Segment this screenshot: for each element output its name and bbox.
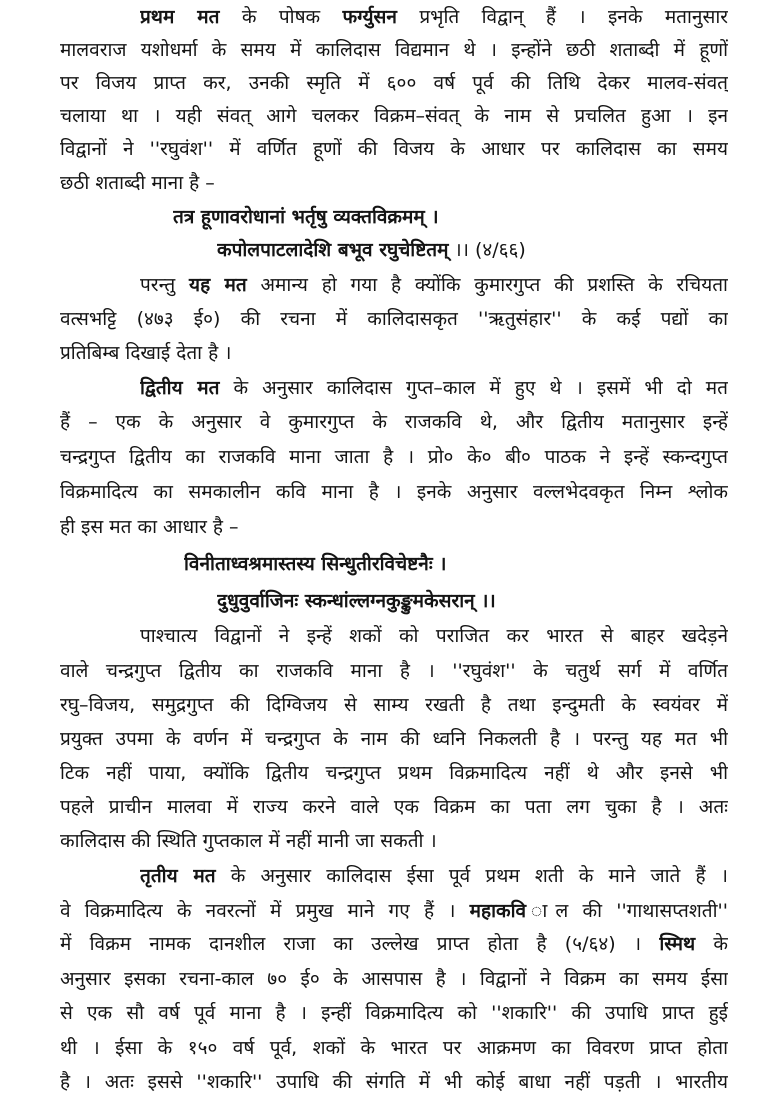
paragraph-1-text: के पोषक bbox=[219, 6, 343, 28]
verse-1-line-1: तत्र हूणावरोधानां भर्तृषु व्यक्तविक्रमम् । bbox=[173, 206, 439, 228]
verse-1-line-2-text: कपोलपाटलादेशि बभूव रघुचेष्टितम् bbox=[217, 239, 449, 261]
paragraph-5-text: के अनुसार कालिदास ईसा पूर्व प्रथम शती के माने जाते हैं । bbox=[215, 865, 728, 887]
paragraph-5-text: वे विक्रमादित्य के नवरत्नों में प्रमुख माने गए हैं । bbox=[60, 900, 470, 922]
paragraph-1-line-5: विद्वानों ने ''रघुवंश'' में वर्णित हूणों की विजय के आधार पर कालिदास का समय bbox=[60, 138, 728, 160]
verse-1-reference: ।। (४/६६) bbox=[448, 239, 526, 261]
this-opinion-bold: यह मत bbox=[189, 274, 247, 296]
paragraph-1-line-2: मालवराज यशोधर्मा के समय में कालिदास विद्यमान थे । इन्होंने छठी शताब्दी में हूणों bbox=[60, 39, 728, 61]
paragraph-4-line-1: पाश्चात्य विद्वानों ने इन्हें शकों को पराजित कर भारत से बाहर खदेड़ने bbox=[140, 625, 728, 647]
paragraph-3-line-4: विक्रमादित्य का समकालीन कवि माना है । इनके अनुसार वल्लभेदवकृत निम्न श्लोक bbox=[60, 481, 728, 503]
paragraph-3-line-5: ही इस मत का आधार है – bbox=[60, 516, 239, 538]
paragraph-4-line-5: टिक नहीं पाया, क्योंकि द्वितीय चन्द्रगुप्त प्रथम विक्रमादित्य नहीं थे और इनसे भी bbox=[60, 762, 728, 784]
paragraph-4-line-6: पहले प्राचीन मालवा में राज्य करने वाले एक विक्रम का पता लग चुका है । अतः bbox=[60, 796, 728, 818]
paragraph-1-line-6: छठी शताब्दी माना है – bbox=[60, 172, 215, 194]
paragraph-3-line-3: चन्द्रगुप्त द्वितीय का राजकवि माना जाता है । प्रो० के० बी० पाठक ने इन्हें स्कन्दगुप्त bbox=[60, 446, 728, 468]
verse-2-line-2: दुधुवुर्वाजिनः स्कन्धांल्लग्नकुङ्कुमकेसरान् ।। bbox=[217, 590, 496, 612]
paragraph-5-line-7: है । अतः इससे ''शकारि'' उपाधि की संगति में भी कोई बाधा नहीं पड़ती । भारतीय bbox=[60, 1071, 728, 1093]
first-opinion-heading: प्रथम मत bbox=[140, 6, 220, 28]
paragraph-2-text: अमान्य हो गया है क्योंकि कुमारगुप्त की प्रशस्ति के रचियता bbox=[246, 274, 728, 296]
third-opinion-heading: तृतीय मत bbox=[140, 865, 216, 887]
fergusson-name: फर्ग्युसन bbox=[342, 6, 397, 28]
mahakavi-bold: महाकवि bbox=[469, 900, 527, 922]
paragraph-4-line-3: रघु–विजय, समुद्रगुप्त की दिग्विजय से साम्य रखती है तथा इन्दुमती के स्वयंवर में bbox=[60, 694, 728, 716]
paragraph-3-line-2: हैं – एक के अनुसार वे कुमारगुप्त के राजकवि थे, और द्वितीय मतानुसार इन्हें bbox=[60, 411, 728, 433]
paragraph-5-line-2 bbox=[60, 894, 728, 928]
paragraph-5-text: ाल की ''गाथासप्तशती'' bbox=[526, 900, 728, 922]
paragraph-2-text: परन्तु bbox=[140, 274, 190, 296]
paragraph-5-text: के bbox=[695, 933, 728, 955]
paragraph-2-line-3: प्रतिबिम्ब दिखाई देता है । bbox=[60, 342, 232, 364]
paragraph-2-line-1 bbox=[140, 268, 728, 302]
paragraph-5-line-6: थी । ईसा के १५० वर्ष पूर्व, शकों के भारत पर आक्रमण का विवरण प्राप्त होता bbox=[60, 1037, 728, 1059]
paragraph-3-text: के अनुसार कालिदास गुप्त–काल में हुए थे । इसमें भी दो मत bbox=[219, 377, 728, 399]
paragraph-5-line-3 bbox=[60, 927, 728, 961]
paragraph-5-line-1 bbox=[140, 859, 728, 893]
smith-name: स्मिथ bbox=[659, 933, 696, 955]
paragraph-1-line-4: चलाया था । यही संवत् आगे चलकर विक्रम–संवत् के नाम से प्रचलित हुआ । इन bbox=[60, 105, 728, 127]
paragraph-1-text: प्रभृति विद्वान् हैं । इनके मतानुसार bbox=[396, 6, 728, 28]
paragraph-4-line-2: वाले चन्द्रगुप्त द्वितीय का राजकवि माना है । ''रघुवंश'' के चतुर्थ सर्ग में वर्णित bbox=[60, 660, 728, 682]
paragraph-4-line-7: कालिदास की स्थिति गुप्तकाल में नहीं मानी जा सकती । bbox=[60, 830, 437, 852]
verse-1-line-2 bbox=[217, 233, 728, 267]
second-opinion-heading: द्वितीय मत bbox=[140, 377, 220, 399]
paragraph-5-text: में विक्रम नामक दानशील राजा का उल्लेख प्राप्त होता है (५/६४) । bbox=[60, 933, 660, 955]
paragraph-5-line-4: अनुसार इसका रचना-काल ७० ई० के आसपास है । विद्वानों ने विक्रम का समय ईसा bbox=[60, 968, 728, 990]
paragraph-5-line-5: से एक सौ वर्ष पूर्व माना है । इन्हीं विक्रमादित्य को ''शकारि'' की उपाधि प्राप्त हुई bbox=[60, 1002, 728, 1024]
paragraph-1-line-1 bbox=[140, 0, 728, 34]
paragraph-1-line-3: पर विजय प्राप्त कर, उनकी स्मृति में ६०० वर्ष पूर्व की तिथि देकर मालव-संवत् bbox=[60, 72, 728, 94]
paragraph-4-line-4: प्रयुक्त उपमा के वर्णन में चन्द्रगुप्त के नाम की ध्वनि निकलती है । परन्तु यह मत भी bbox=[60, 728, 728, 750]
verse-2-line-1: विनीताध्वश्रमास्तस्य सिन्धुतीरविचेष्टनैः । bbox=[184, 553, 447, 575]
paragraph-2-line-2: वत्सभट्टि (४७३ ई०) की रचना में कालिदासकृत ''ऋतुसंहार'' के कई पद्यों का bbox=[60, 308, 728, 330]
paragraph-3-line-1 bbox=[140, 371, 728, 405]
